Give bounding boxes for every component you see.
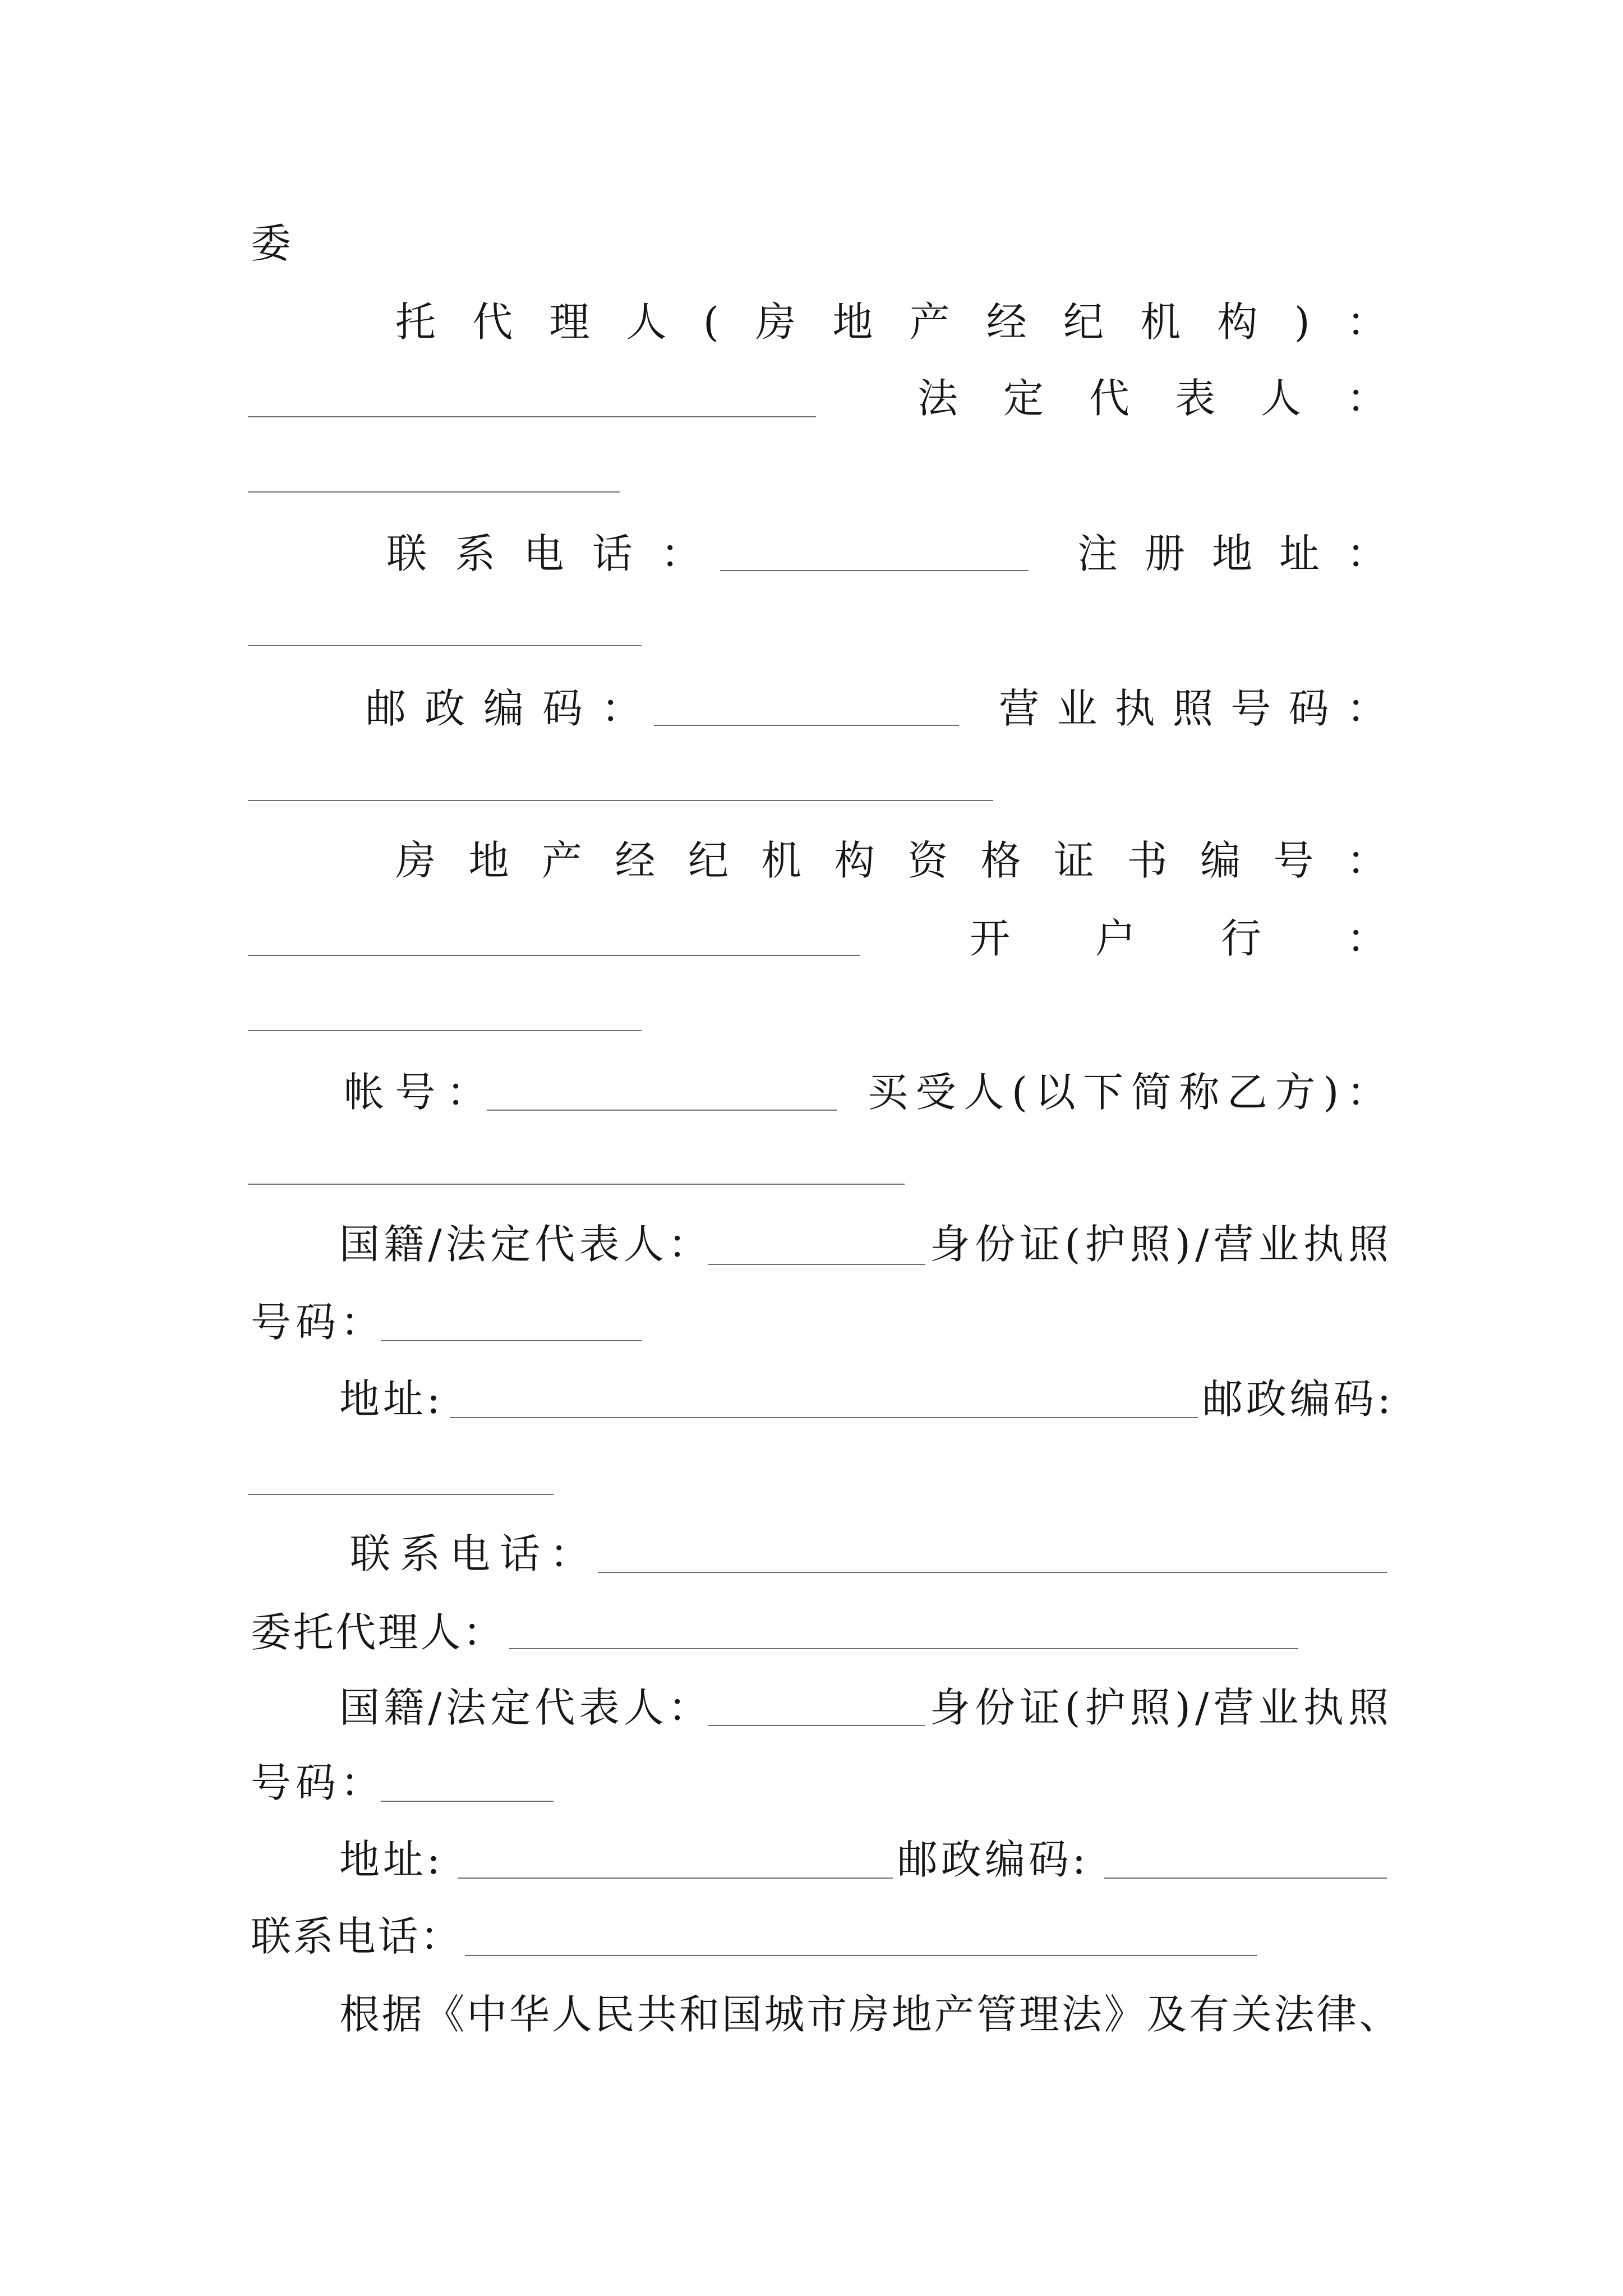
buyer-id-blank-line (381, 1340, 642, 1341)
body-paragraph-text: 根据《中华人民共和国城市房地产管理法》及有关法律、 (339, 1991, 1401, 2038)
buyer-agent-address-label: 地址: (339, 1836, 444, 1883)
buyer-postal-code-blank-line (248, 1494, 554, 1495)
buyer-agent-label: 委托代理人： (251, 1609, 505, 1656)
agent-name-blank-line (248, 416, 816, 417)
agent-legal-representative-blank-line (248, 491, 620, 493)
agent-business-license-blank-line (248, 800, 993, 801)
buyer-address-label: 地址: (339, 1375, 444, 1423)
agent-bank-label: 开户行： (970, 915, 1472, 962)
agent-registered-address-label: 注册地址： (1077, 530, 1414, 577)
buyer-agent-postal-code-label: 邮政编码: (897, 1836, 1089, 1883)
buyer-agent-postal-code-blank-line (1104, 1878, 1387, 1879)
buyer-label: 买受人(以下简称乙方)： (868, 1069, 1395, 1116)
agent-legal-representative-label: 法定代表人： (917, 375, 1432, 422)
buyer-agent-id-label: 身份证(护照)/营业执照 (930, 1684, 1394, 1731)
agent-postal-code-blank-line (654, 725, 959, 726)
agent-qualification-cert-blank-line (248, 955, 860, 956)
agent-bank-blank-line (248, 1030, 642, 1031)
agent-phone-label: 联系电话： (386, 530, 730, 577)
buyer-agent-address-blank-line (458, 1878, 893, 1879)
buyer-agent-id-label-cont: 号码： (251, 1759, 385, 1806)
agent-label-line2: 托代理人(房地产经纪机构)： (395, 298, 1424, 346)
buyer-nationality-representative-blank-line (708, 1264, 925, 1265)
buyer-agent-nationality-representative-label: 国籍/法定代表人： (339, 1684, 713, 1731)
agent-account-label: 帐号： (344, 1069, 498, 1116)
agent-qualification-cert-label: 房地产经纪机构资格证书编号： (395, 837, 1420, 884)
buyer-agent-id-blank-line (381, 1801, 554, 1802)
agent-registered-address-blank-line (248, 645, 642, 646)
agent-postal-code-label: 邮政编码： (366, 685, 660, 732)
buyer-agent-name-blank-line (509, 1648, 1298, 1649)
buyer-id-label-cont: 号码： (251, 1299, 385, 1346)
buyer-phone-label: 联系电话： (350, 1530, 600, 1577)
agent-label-line1: 委 (251, 220, 292, 267)
agent-phone-blank-line (720, 570, 1029, 571)
buyer-id-label: 身份证(护照)/营业执照 (930, 1221, 1394, 1268)
agent-account-blank-line (487, 1110, 837, 1111)
buyer-agent-phone-blank-line (465, 1955, 1257, 1956)
buyer-nationality-representative-label: 国籍/法定代表人： (339, 1221, 713, 1268)
agent-business-license-label: 营业执照号码： (999, 685, 1405, 732)
buyer-name-blank-line (248, 1184, 905, 1185)
buyer-phone-blank-line (598, 1572, 1387, 1573)
buyer-agent-nationality-representative-blank-line (708, 1725, 925, 1726)
buyer-postal-code-label: 邮政编码: (1202, 1375, 1394, 1423)
buyer-agent-phone-label: 联系电话： (251, 1913, 463, 1960)
buyer-address-blank-line (450, 1417, 1198, 1418)
